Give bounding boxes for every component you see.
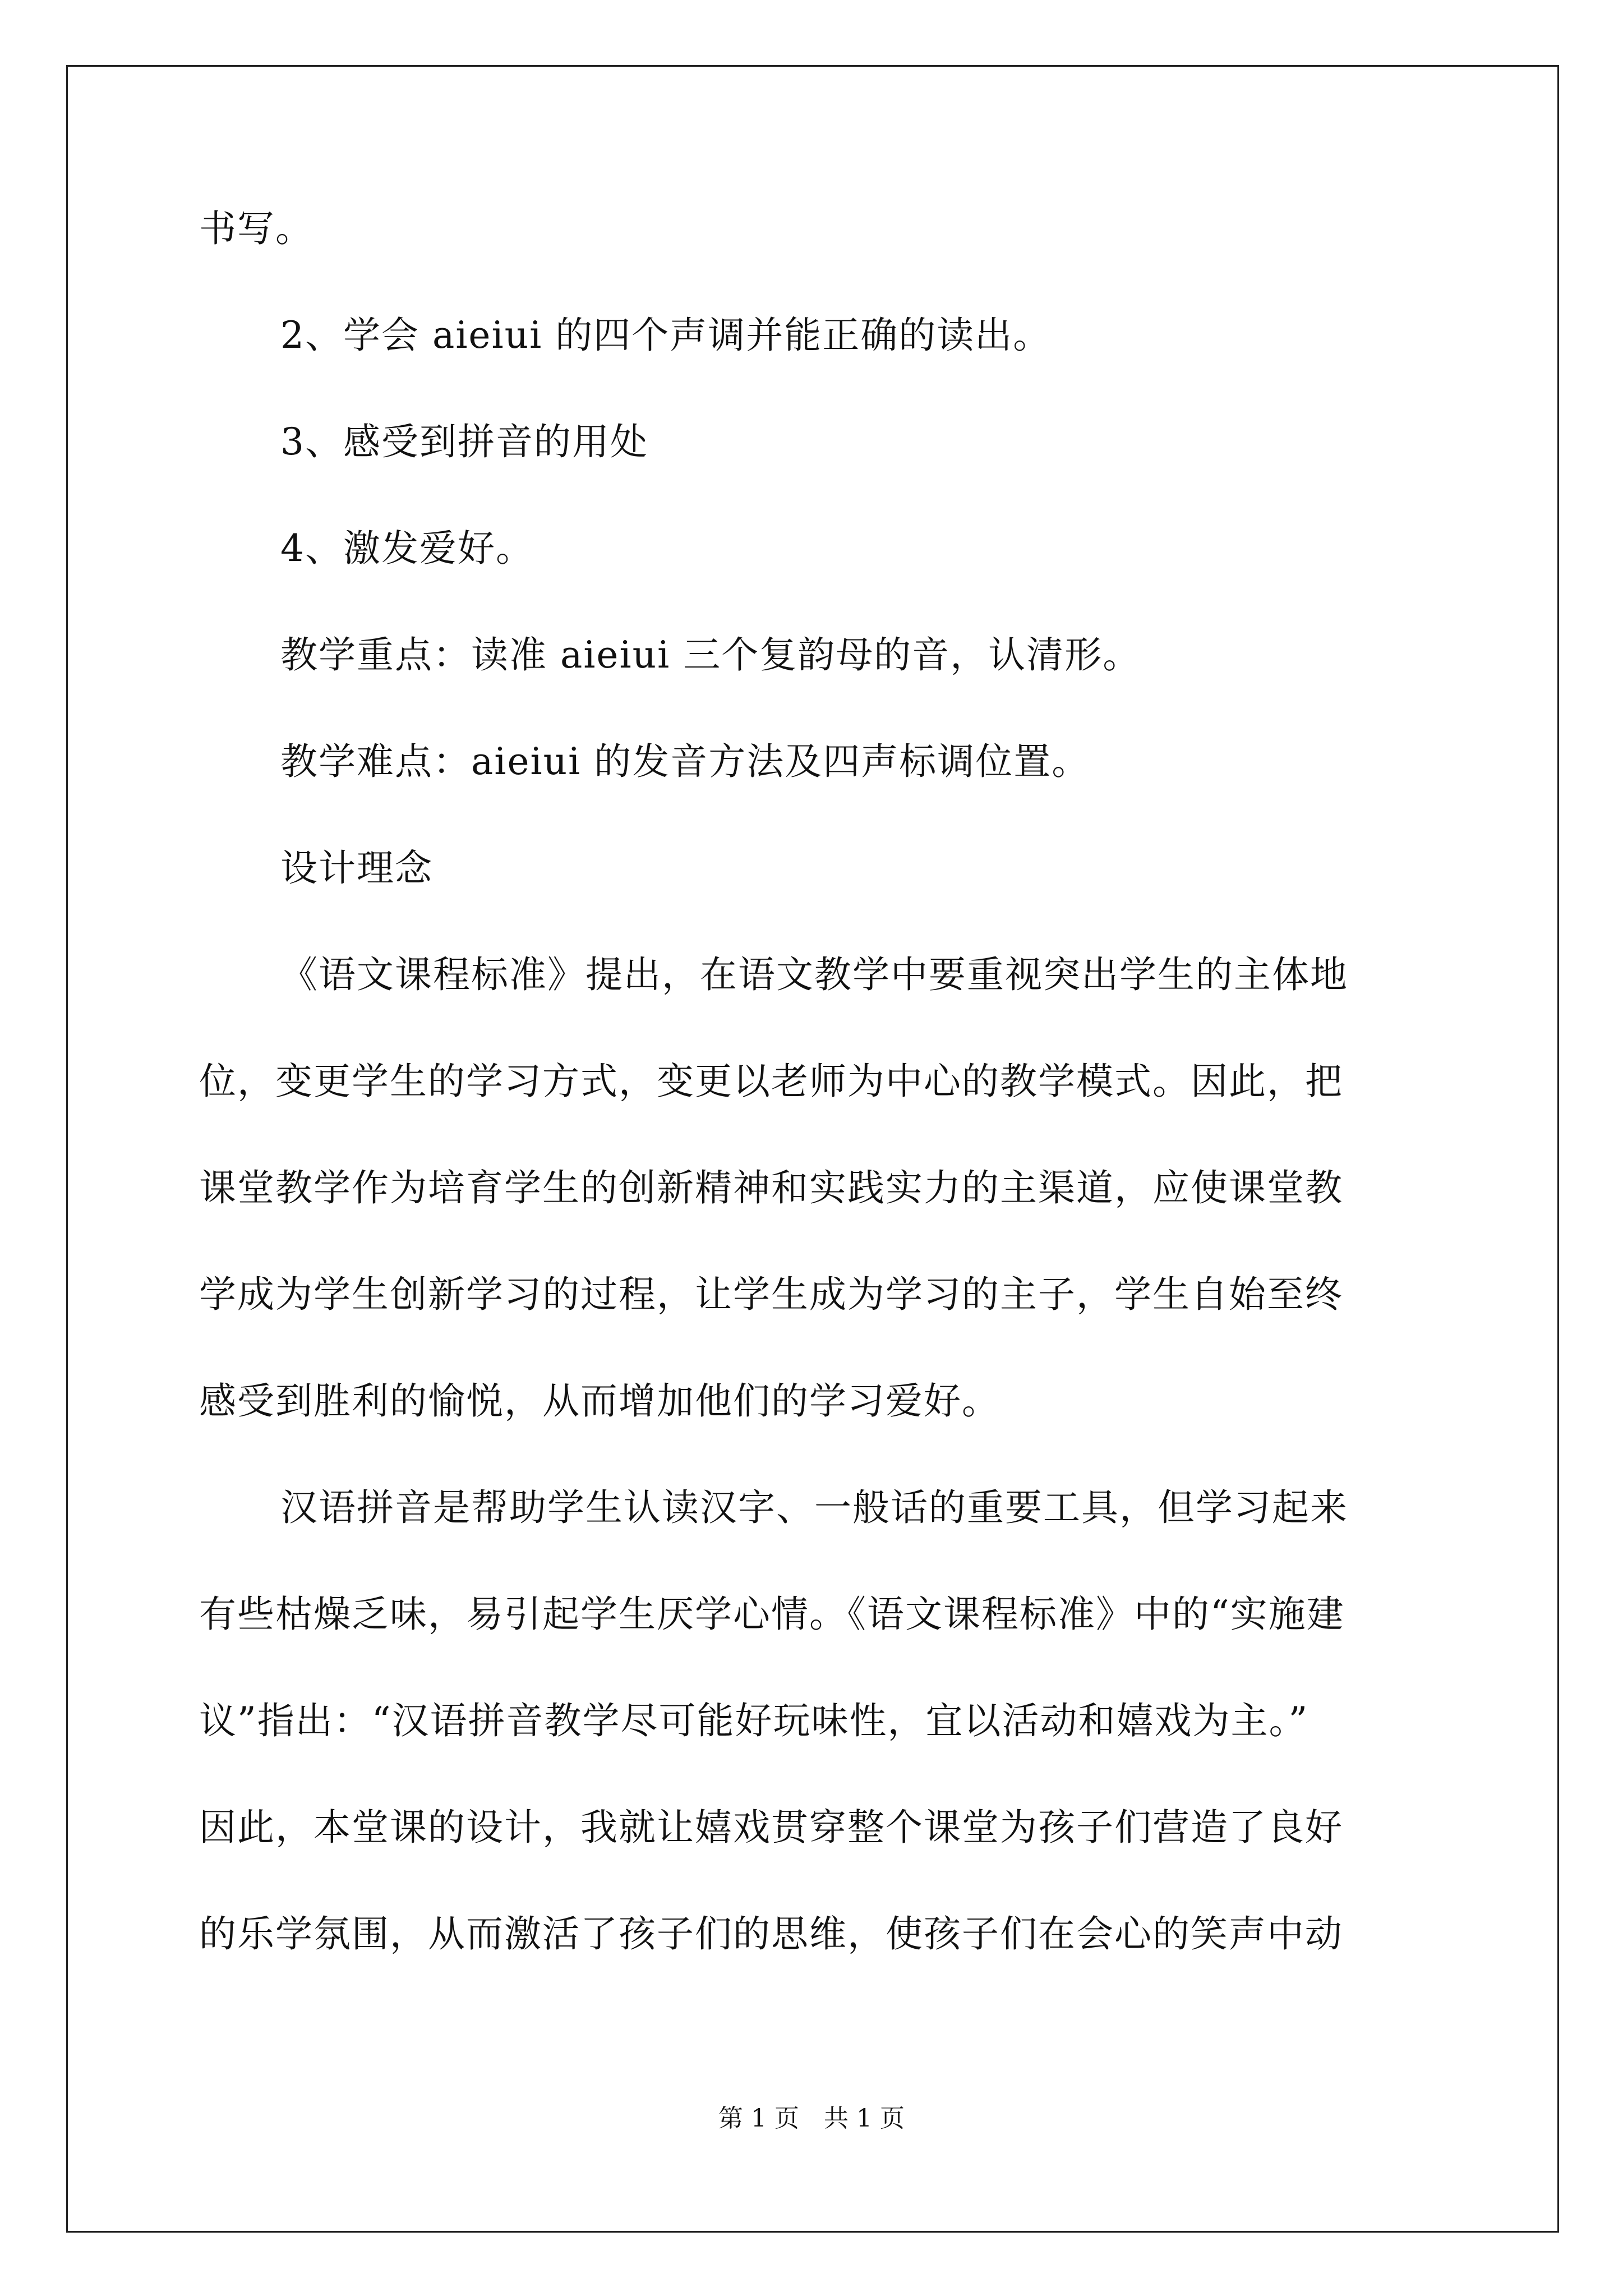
text-line-1: 书写。 xyxy=(199,207,313,250)
paragraph-line: 感受到胜利的愉悦，从而增加他们的学习爱好。 xyxy=(199,1379,1000,1423)
paragraph-line: 汉语拼音是帮助学生认读汉字、一般话的重要工具，但学习起来 xyxy=(280,1486,1348,1529)
text-line-2: 2、学会 aieiui 的四个声调并能正确的读出。 xyxy=(280,314,1052,357)
section-heading-design-concept: 设计理念 xyxy=(280,846,433,890)
paragraph-line: 有些枯燥乏味，易引起学生厌学心情。《语文课程标准》中的“实施建 xyxy=(199,1593,1345,1636)
paragraph-line: 因此，本堂课的设计，我就让嬉戏贯穿整个课堂为孩子们营造了良好 xyxy=(199,1806,1343,1849)
teaching-focus: 教学重点：读准 aieiui 三个复韵母的音，认清形。 xyxy=(280,633,1141,677)
text-line-4: 4、激发爱好。 xyxy=(280,527,534,570)
paragraph-line: 议”指出：“汉语拼音教学尽可能好玩味性，宜以活动和嬉戏为主。” xyxy=(199,1699,1309,1742)
paragraph-line: 学成为学生创新学习的过程，让学生成为学习的主子，学生自始至终 xyxy=(199,1273,1343,1316)
teaching-difficulty: 教学难点：aieiui 的发音方法及四声标调位置。 xyxy=(280,740,1090,783)
paragraph-line: 的乐学氛围，从而激活了孩子们的思维，使孩子们在会心的笑声中动 xyxy=(199,1912,1343,1955)
paragraph-pinyin xyxy=(199,1481,1427,1961)
paragraph-curriculum-standard xyxy=(199,948,1427,1428)
paragraph-line: 位，变更学生的学习方式，变更以老师为中心的教学模式。因此，把 xyxy=(199,1060,1343,1103)
text-line-3: 3、感受到拼音的用处 xyxy=(280,420,648,463)
page-footer: 第 1 页 共 1 页 xyxy=(718,2104,905,2133)
paragraph-line: 《语文课程标准》提出，在语文教学中要重视突出学生的主体地 xyxy=(280,953,1348,996)
paragraph-line: 课堂教学作为培育学生的创新精神和实践实力的主渠道，应使课堂教 xyxy=(199,1166,1343,1209)
document-body xyxy=(199,202,1427,2014)
